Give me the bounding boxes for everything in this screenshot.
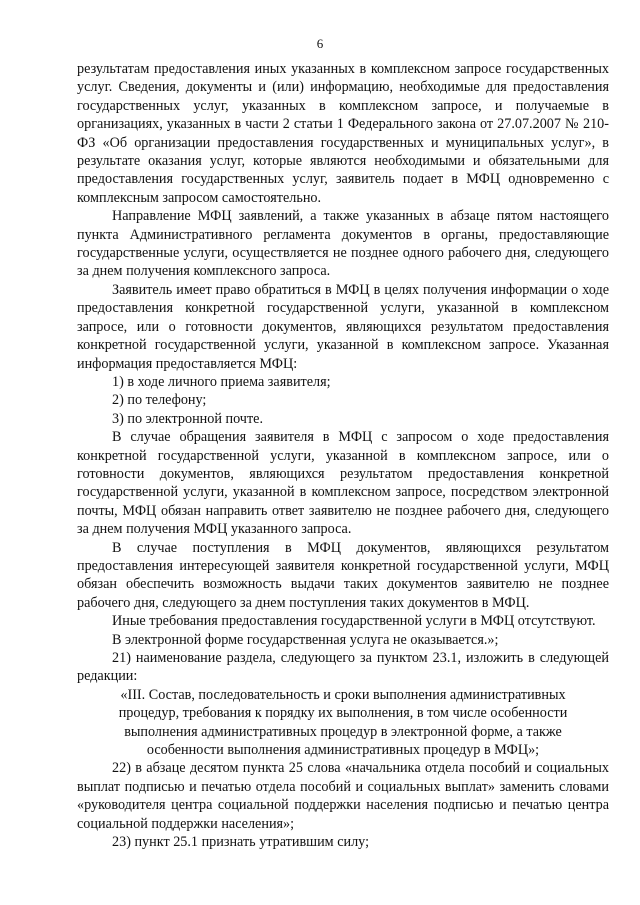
- paragraph-10: 23) пункт 25.1 признать утратившим силу;: [112, 834, 370, 851]
- paragraph-1: результатам предоставления иных указанных в комплексном запросе государственных услуг. Сведения, документы и (или) информацию, необходимые для предоставления государственных услуг, указанных в комплексном запросе, и получаемые в организациях, указанных в части 2 статьи 1 Федерального закона от 27.07.2007 № 210-ФЗ «Об организации предоставления государственных и муниципальных услуг», в результате оказания услуг, которые являются необходимыми и обязательными для предоставления государственных услуг, заявитель подает в МФЦ одновременно с комплексным запросом самостоятельно.: [77, 61, 609, 206]
- paragraph-8: 21) наименование раздела, следующего за пунктом 23.1, изложить в следующей редакции:: [77, 650, 609, 685]
- paragraph-5: В случае поступления в МФЦ документов, являющихся результатом предоставления интересующей заявителя конкретной государственной услуги, МФЦ обязан обеспечить возможность выдачи таких документов заявителю не позднее рабочего дня, следующего за днем поступления таких документов в МФЦ.: [77, 539, 609, 611]
- paragraph-4: В случае обращения заявителя в МФЦ с запросом о ходе предоставления конкретной государственной услуги, указанной в комплексном запросе, или о готовности документов, являющихся результатом предоставления конкретной государственной услуги, указанной в комплексном запросе, посредством электронной почты, МФЦ обязан направить ответ заявителю не позднее рабочего дня, следующего за днем получения МФЦ указанного запроса.: [77, 429, 609, 538]
- heading-line-4: особенности выполнения административных процедур в МФЦ»;: [146, 742, 540, 759]
- list-item-3: 3) по электронной почте.: [112, 410, 263, 427]
- heading-line-1: «III. Состав, последовательность и сроки выполнения административных: [120, 686, 566, 703]
- section-heading: [77, 686, 609, 760]
- heading-line-2: процедур, требования к порядку их выполнения, в том числе особенности: [118, 705, 568, 722]
- paragraph-6: Иные требования предоставления государственной услуги в МФЦ отсутствуют.: [112, 613, 596, 630]
- paragraph-2: Направление МФЦ заявлений, а также указанных в абзаце пятом настоящего пункта Административного регламента документов в органы, предоставляющие государственные услуги, осуществляется не позднее одного рабочего дня, следующего за днем получения комплексного запроса.: [77, 208, 609, 280]
- paragraph-9: 22) в абзаце десятом пункта 25 слова «начальника отдела пособий и социальных выплат подписью и печатью отдела пособий и социальных выплат» заменить словами «руководителя центра социальной поддержки населения подписью и печатью центра социальной поддержки населения»;: [77, 760, 609, 832]
- paragraph-3: Заявитель имеет право обратиться в МФЦ в целях получения информации о ходе предоставления конкретной государственной услуги, указанной в комплексном запросе, или о готовности документов, являющихся результатом предоставления конкретной государственной услуги, указанной в комплексном запросе. Указанная информация предоставляется МФЦ:: [77, 281, 609, 372]
- page-number: 6: [316, 36, 324, 51]
- heading-line-3: выполнения административных процедур в электронной форме, а также: [124, 723, 562, 740]
- paragraph-7: В электронной форме государственная услуга не оказывается.»;: [112, 631, 499, 648]
- document-body: [77, 60, 609, 851]
- list-item-1: 1) в ходе личного приема заявителя;: [112, 373, 331, 390]
- list-item-2: 2) по телефону;: [112, 392, 207, 409]
